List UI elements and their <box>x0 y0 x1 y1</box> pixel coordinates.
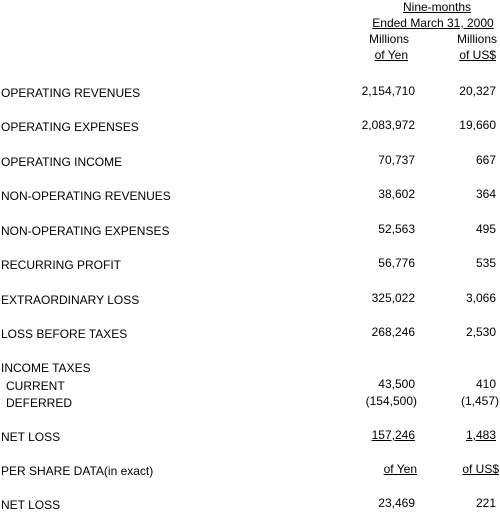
row-usd-operating-income: 667 <box>475 153 496 167</box>
row-yen-income-taxes-current: 43,500 <box>378 377 415 391</box>
row-yen-income-taxes-deferred: (154,500) <box>365 394 417 408</box>
row-yen-recurring-profit: 56,776 <box>378 256 415 270</box>
row-label-income-taxes-current: CURRENT <box>6 379 65 393</box>
row-label-operating-revenues: OPERATING REVENUES <box>1 86 141 100</box>
row-yen-non-operating-expenses: 52,563 <box>378 222 415 236</box>
row-yen-per-share-net-loss: 23,469 <box>378 496 415 510</box>
row-usd-extraordinary-loss: 3,066 <box>465 291 496 305</box>
row-label-loss-before-taxes: LOSS BEFORE TAXES <box>1 327 128 341</box>
row-usd-operating-revenues: 20,327 <box>459 84 496 98</box>
row-yen-non-operating-revenues: 38,602 <box>378 187 415 201</box>
usd-column-header-line2: of US$ <box>459 48 496 62</box>
row-yen-extraordinary-loss: 325,022 <box>371 291 415 305</box>
row-usd-loss-before-taxes: 2,530 <box>465 325 496 339</box>
period-header-line1: Nine-months <box>402 0 472 14</box>
row-usd-operating-expenses: 19,660 <box>459 118 496 132</box>
row-yen-operating-income: 70,737 <box>378 153 415 167</box>
row-usd-non-operating-expenses: 495 <box>475 222 496 236</box>
row-label-non-operating-expenses: NON-OPERATING EXPENSES <box>1 224 170 238</box>
row-label-recurring-profit: RECURRING PROFIT <box>1 258 121 272</box>
row-label-operating-income: OPERATING INCOME <box>1 155 123 169</box>
per-share-data-label: PER SHARE DATA(in exact) <box>1 464 154 478</box>
row-yen-net-loss: 157,246 <box>371 428 415 442</box>
per-share-yen-unit: of Yen <box>383 462 417 476</box>
row-label-non-operating-revenues: NON-OPERATING REVENUES <box>1 189 171 203</box>
row-usd-non-operating-revenues: 364 <box>475 187 496 201</box>
row-yen-operating-expenses: 2,083,972 <box>361 118 415 132</box>
row-label-per-share-net-loss: NET LOSS <box>1 498 61 512</box>
yen-column-header-line1: Millions <box>368 32 409 46</box>
usd-column-header-line1: Millions <box>456 32 497 46</box>
row-label-operating-expenses: OPERATING EXPENSES <box>1 120 139 134</box>
row-yen-loss-before-taxes: 268,246 <box>371 325 415 339</box>
row-usd-net-loss: 1,483 <box>465 428 496 442</box>
row-label-extraordinary-loss: EXTRAORDINARY LOSS <box>1 293 140 307</box>
row-usd-recurring-profit: 535 <box>475 256 496 270</box>
row-usd-per-share-net-loss: 221 <box>475 496 496 510</box>
row-usd-income-taxes-current: 410 <box>475 377 496 391</box>
row-yen-operating-revenues: 2,154,710 <box>361 84 415 98</box>
period-header-line2: Ended March 31, 2000 <box>372 16 494 30</box>
row-label-income-taxes: INCOME TAXES <box>1 361 91 375</box>
row-label-net-loss: NET LOSS <box>1 430 61 444</box>
per-share-usd-unit: of US$ <box>462 462 499 476</box>
row-usd-income-taxes-deferred: (1,457) <box>460 394 499 408</box>
row-label-income-taxes-deferred: DEFERRED <box>6 396 73 410</box>
yen-column-header-line2: of Yen <box>374 48 408 62</box>
